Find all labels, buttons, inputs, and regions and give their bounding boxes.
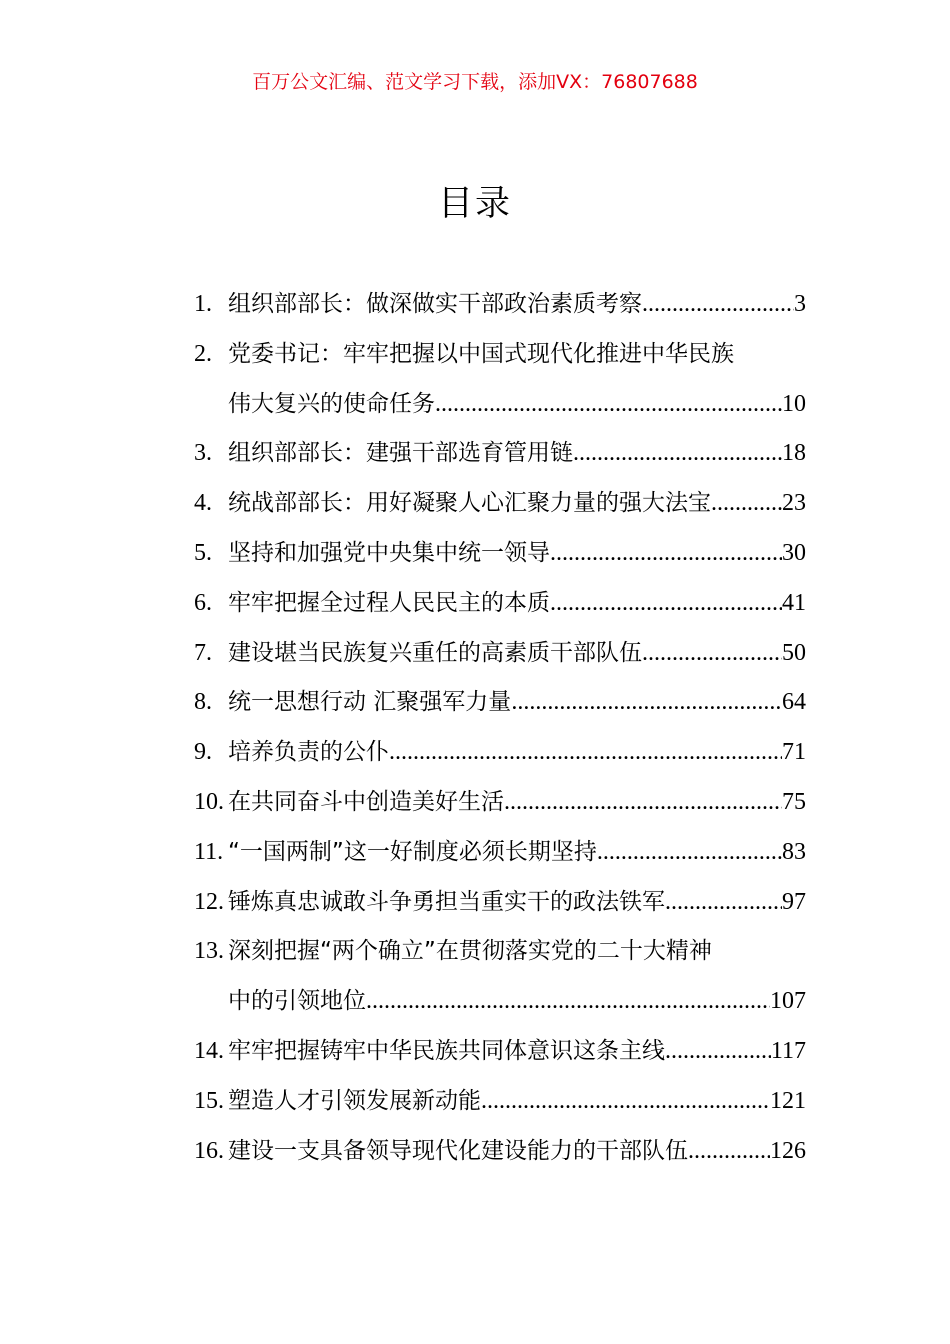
toc-entry-number: 3. (194, 440, 212, 467)
toc-entry-number: 11. (194, 838, 224, 865)
toc-entry-body (228, 927, 806, 1027)
toc-entry-body (228, 579, 806, 629)
toc-entry-line (228, 1027, 806, 1077)
toc-entry-body (228, 629, 806, 679)
toc-entry[interactable] (194, 579, 806, 629)
toc-entry-body (228, 1027, 806, 1077)
toc-entry-body (228, 678, 806, 728)
toc-entry-number: 4. (194, 490, 212, 517)
toc-entry[interactable] (194, 280, 806, 330)
toc-entry-line (228, 678, 806, 728)
toc-entry-body (228, 280, 806, 330)
toc-entry-number: 15. (194, 1087, 224, 1114)
toc-entry-line (228, 380, 806, 430)
toc-page-number: 23 (782, 490, 806, 517)
toc-entry[interactable] (194, 828, 806, 878)
toc-entry-number: 10. (194, 788, 224, 815)
toc-entry-number: 16. (194, 1137, 224, 1164)
toc-entry-number: 6. (194, 589, 212, 616)
toc-entry-body (228, 828, 806, 878)
toc-entry-title: 中的引领地位 (228, 988, 366, 1015)
toc-page-number: 97 (782, 888, 806, 915)
toc-entry-line (228, 927, 806, 977)
toc-entry-number: 12. (194, 888, 224, 915)
toc-entry-line (228, 828, 806, 878)
toc-page-number: 64 (782, 689, 806, 716)
toc-dot-leader (665, 1027, 771, 1077)
toc-page-number: 126 (770, 1137, 806, 1164)
toc-page-number: 30 (782, 539, 806, 566)
toc-entry-body (228, 429, 806, 479)
header-note: 百万公文汇编、范文学习下载，添加VX：76807688 (252, 71, 698, 93)
toc-entry[interactable] (194, 728, 806, 778)
toc-dot-leader (389, 728, 782, 778)
toc-entry-line (228, 429, 806, 479)
toc-entry[interactable] (194, 1077, 806, 1127)
toc-entry-number: 14. (194, 1037, 224, 1064)
toc-entry-title: 统一思想行动 汇聚强军力量 (228, 689, 512, 716)
toc-dot-leader (665, 878, 782, 928)
toc-entry-line (228, 330, 806, 380)
toc-entry-title: 统战部部长：用好凝聚人心汇聚力量的强大法宝 (228, 490, 711, 517)
toc-entry-line (228, 1127, 806, 1177)
toc-dot-leader (550, 529, 782, 579)
toc-entry-number: 9. (194, 739, 212, 766)
toc-page-number: 3 (794, 291, 806, 317)
table-of-contents (194, 280, 806, 1176)
toc-entry-body (228, 1127, 806, 1177)
toc-entry-line (228, 878, 806, 928)
toc-entry[interactable] (194, 778, 806, 828)
toc-page-number: 50 (782, 639, 806, 666)
toc-page-number: 10 (782, 390, 806, 417)
toc-page-number: 83 (782, 838, 806, 865)
toc-entry-title: 在共同奋斗中创造美好生活 (228, 788, 504, 815)
toc-dot-leader (688, 1127, 770, 1177)
toc-entry-line (228, 280, 806, 330)
toc-entry-number: 8. (194, 689, 212, 716)
toc-entry-title: 牢牢把握全过程人民民主的本质 (228, 589, 550, 616)
toc-entry-title: 建设堪当民族复兴重任的高素质干部队伍 (228, 639, 642, 666)
toc-dot-leader (642, 629, 782, 679)
toc-entry-title: 深刻把握“两个确立”在贯彻落实党的二十大精神 (228, 938, 712, 965)
toc-entry-title: 建设一支具备领导现代化建设能力的干部队伍 (228, 1137, 688, 1164)
toc-entry[interactable] (194, 1127, 806, 1177)
toc-entry-line (228, 977, 806, 1027)
toc-entry-body (228, 330, 806, 430)
toc-page-number: 75 (782, 788, 806, 815)
toc-dot-leader (573, 429, 782, 479)
toc-entry[interactable] (194, 429, 806, 479)
toc-entry[interactable] (194, 479, 806, 529)
toc-entry-title: 党委书记：牢牢把握以中国式现代化推进中华民族 (228, 340, 734, 367)
toc-entry-title: 牢牢把握铸牢中华民族共同体意识这条主线 (228, 1037, 665, 1064)
toc-entry-title: 塑造人才引领发展新动能 (228, 1087, 481, 1114)
toc-entry[interactable] (194, 927, 806, 1027)
toc-page-number: 71 (782, 739, 806, 766)
toc-entry-body (228, 479, 806, 529)
toc-entry[interactable] (194, 529, 806, 579)
toc-entry-number: 5. (194, 539, 212, 566)
page-title: 目录 (437, 184, 512, 224)
toc-entry-title: 组织部部长：做深做实干部政治素质考察 (228, 291, 642, 317)
toc-entry-body (228, 728, 806, 778)
toc-entry-number: 13. (194, 938, 224, 965)
toc-page-number: 117 (770, 1037, 806, 1064)
toc-entry-body (228, 1077, 806, 1127)
toc-entry[interactable] (194, 1027, 806, 1077)
toc-entry-title: 组织部部长：建强干部选育管用链 (228, 440, 573, 467)
toc-page-number: 41 (782, 589, 806, 616)
toc-entry-body (228, 529, 806, 579)
toc-dot-leader (504, 778, 782, 828)
toc-dot-leader (435, 380, 782, 430)
toc-entry-body (228, 778, 806, 828)
toc-entry-line (228, 1077, 806, 1127)
toc-entry-number: 2. (194, 340, 212, 367)
toc-dot-leader (642, 280, 794, 330)
toc-entry-line (228, 778, 806, 828)
toc-dot-leader (481, 1077, 770, 1127)
toc-entry-title: 坚持和加强党中央集中统一领导 (228, 539, 550, 566)
toc-entry[interactable] (194, 629, 806, 679)
toc-entry-number: 1. (194, 291, 212, 317)
toc-entry[interactable] (194, 678, 806, 728)
toc-page-number: 107 (770, 988, 806, 1015)
toc-entry[interactable] (194, 330, 806, 430)
toc-dot-leader (597, 828, 782, 878)
toc-entry-line (228, 579, 806, 629)
toc-entry-title: 锤炼真忠诚敢斗争勇担当重实干的政法铁军 (228, 888, 665, 915)
toc-entry-title: “一国两制”这一好制度必须长期坚持 (228, 838, 597, 865)
toc-page-number: 18 (782, 440, 806, 467)
toc-dot-leader (550, 579, 782, 629)
toc-entry-body (228, 878, 806, 928)
toc-dot-leader (711, 479, 782, 529)
toc-entry-line (228, 629, 806, 679)
toc-page-number: 121 (770, 1087, 806, 1114)
toc-entry-title: 培养负责的公仆 (228, 739, 389, 766)
toc-dot-leader (511, 678, 782, 728)
toc-entry-number: 7. (194, 639, 212, 666)
toc-dot-leader (366, 977, 770, 1027)
toc-entry-line (228, 479, 806, 529)
toc-entry-line (228, 529, 806, 579)
toc-entry[interactable] (194, 878, 806, 928)
toc-entry-line (228, 728, 806, 778)
toc-entry-title: 伟大复兴的使命任务 (228, 390, 435, 417)
